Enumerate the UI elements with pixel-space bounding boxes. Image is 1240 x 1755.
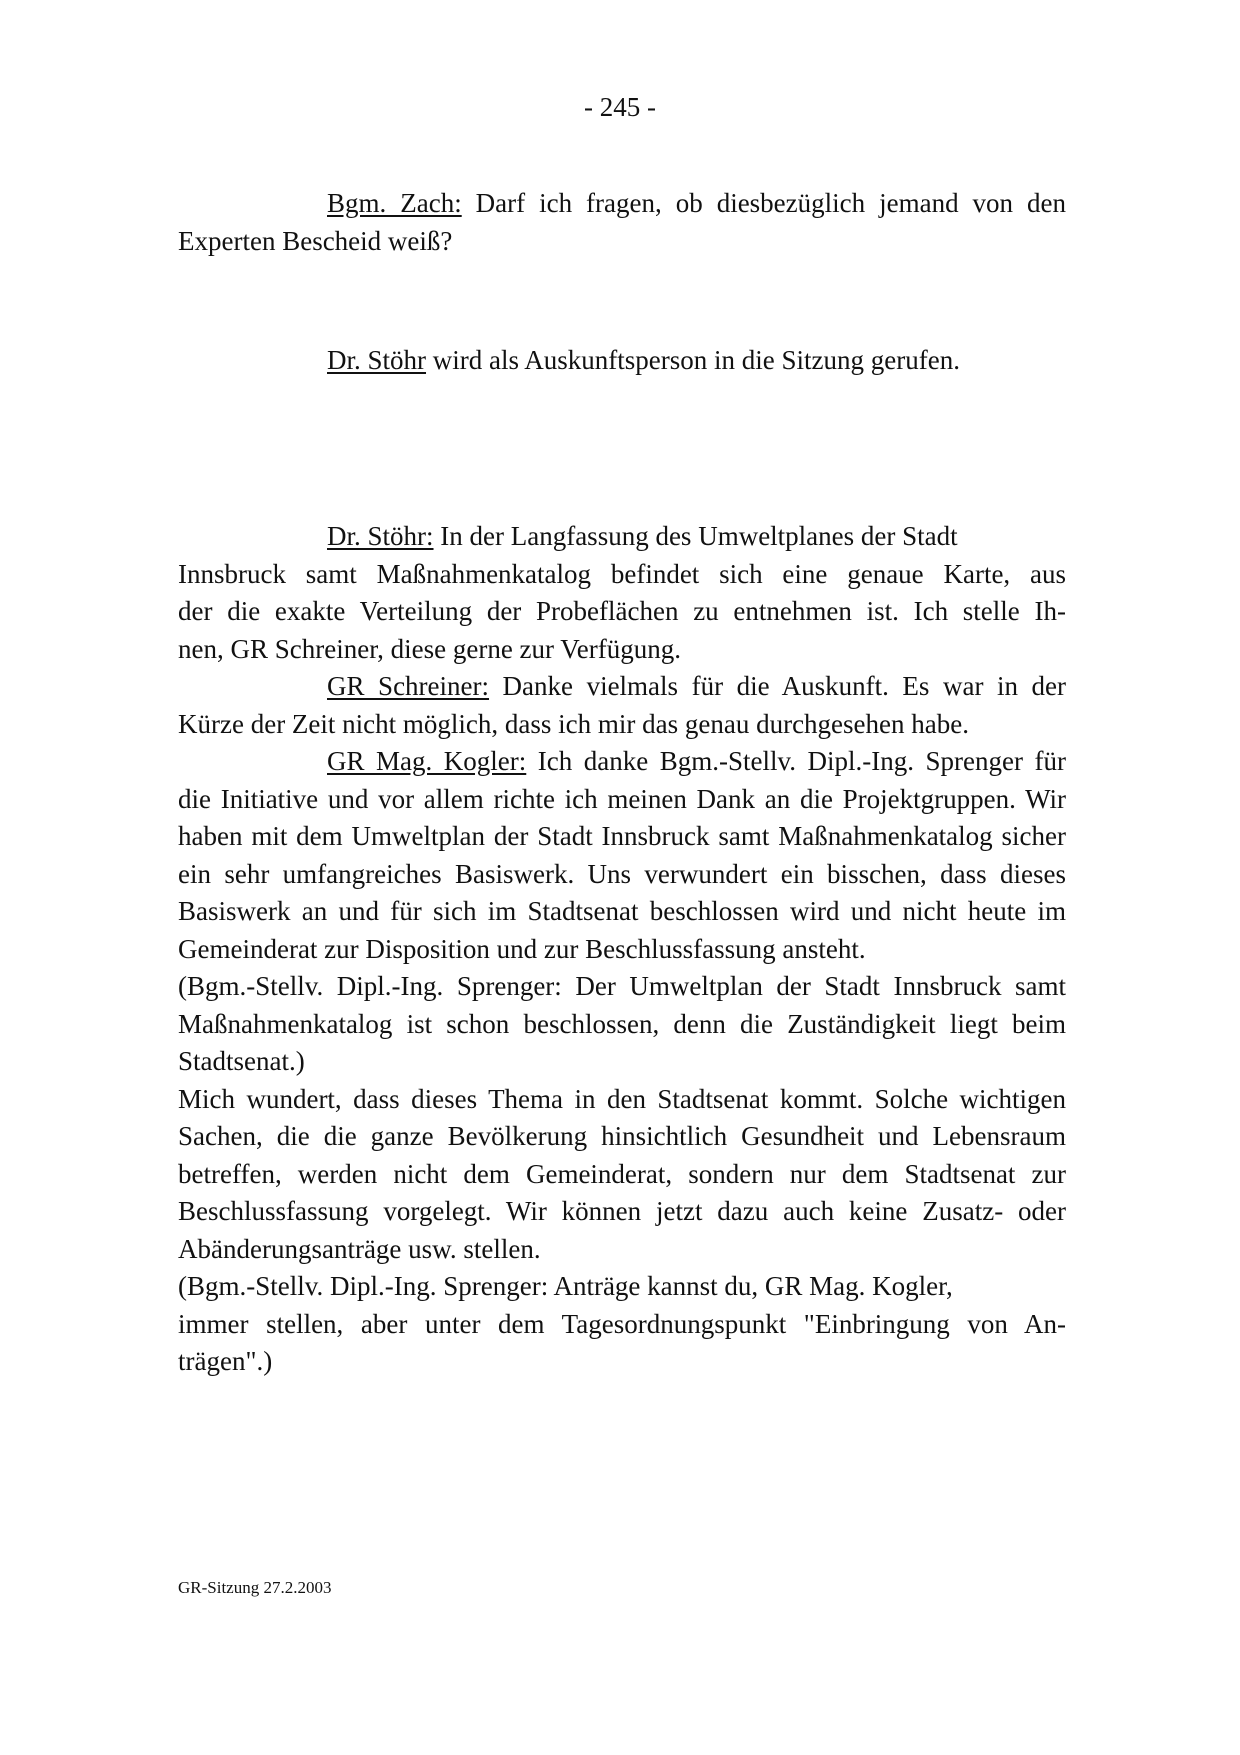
speaker-name: GR Mag. Kogler: xyxy=(327,746,527,776)
text-line: nen, GR Schreiner, diese gerne zur Verfügung. xyxy=(178,633,682,664)
page-number: - 245 - xyxy=(584,92,656,122)
note-dr-stoehr-called xyxy=(178,342,1066,380)
speaker-name: Bgm. Zach: xyxy=(327,188,462,218)
statement-text: Danke vielmals für die Auskunft. Es war in der Kürze der Zeit nicht möglich, dass ich mir das genau durchgesehen habe. xyxy=(178,671,1067,739)
text-line: trägen".) xyxy=(178,1346,273,1376)
debate-continuation xyxy=(178,668,1066,1381)
interjection-sprenger: (Bgm.-Stellv. Dipl.-Ing. Sprenger: Der Umweltplan der Stadt Innsbruck samt Maßnahmenkatalog ist schon beschlossen, denn die Zuständigkeit liegt beim Stadtsenat.) xyxy=(178,971,1066,1076)
paragraph xyxy=(178,185,1066,260)
text-line: Innsbruck samt Maßnahmenkatalog befindet sich eine genaue Karte, aus xyxy=(178,558,1066,589)
speaker-name: Dr. Stöhr: xyxy=(327,521,434,551)
statement-text: Darf ich fragen, ob diesbezüglich jemand von den Experten Bescheid weiß? xyxy=(178,188,1066,256)
statement-text: wird als Auskunftsperson in die Sitzung gerufen. xyxy=(426,345,960,375)
text-line xyxy=(178,518,1066,556)
statement-text: Ich danke Bgm.-Stellv. Dipl.-Ing. Sprenger für die Initiative und vor allem richte ich meinen Dank an die Projektgruppen. Wir haben mit dem Umweltplan der Stadt Innsbruck samt Maßnahmenkatalog sicher ein sehr umfangreiches Basiswerk. Uns verwundert ein bisschen, dass dieses Basiswerk an und für sich im Stadtsenat beschlossen wird und nicht heute im Gemeinderat zur Disposition und zur Beschlussfassung ansteht. xyxy=(178,746,1066,964)
statement-kogler-continued: Mich wundert, dass dieses Thema in den Stadtsenat kommt. Solche wichtigen Sachen, die die ganze Bevölkerung hinsichtlich Gesundheit und Lebensraum betreffen, werden nicht dem Gemeinderat, sondern nur dem Stadtsenat zur Beschlussfassung vorgelegt. Wir können jetzt dazu auch keine Zusatz- oder Abänderungsanträge usw. stellen. xyxy=(178,1083,1066,1264)
statement-dr-stoehr xyxy=(178,518,1066,668)
line-text: In der Langfassung des Umweltplanes der Stadt xyxy=(433,521,958,551)
paragraph xyxy=(178,342,1066,380)
text-line: (Bgm.-Stellv. Dipl.-Ing. Sprenger: Anträge kannst du, GR Mag. Kogler, xyxy=(178,1271,953,1301)
statement-gr-schreiner xyxy=(178,668,1066,743)
statement-bgm-zach xyxy=(178,185,1066,260)
speaker-name: Dr. Stöhr xyxy=(327,345,427,375)
statement-gr-mag-kogler xyxy=(178,743,1066,968)
footer-session-date: GR-Sitzung 27.2.2003 xyxy=(178,1578,332,1597)
text-line: immer stellen, aber unter dem Tagesordnungspunkt "Einbringung von An- xyxy=(178,1308,1066,1339)
text-line: der die exakte Verteilung der Probeflächen zu entnehmen ist. Ich stelle Ih- xyxy=(178,596,1066,626)
speaker-name: GR Schreiner: xyxy=(327,671,490,701)
